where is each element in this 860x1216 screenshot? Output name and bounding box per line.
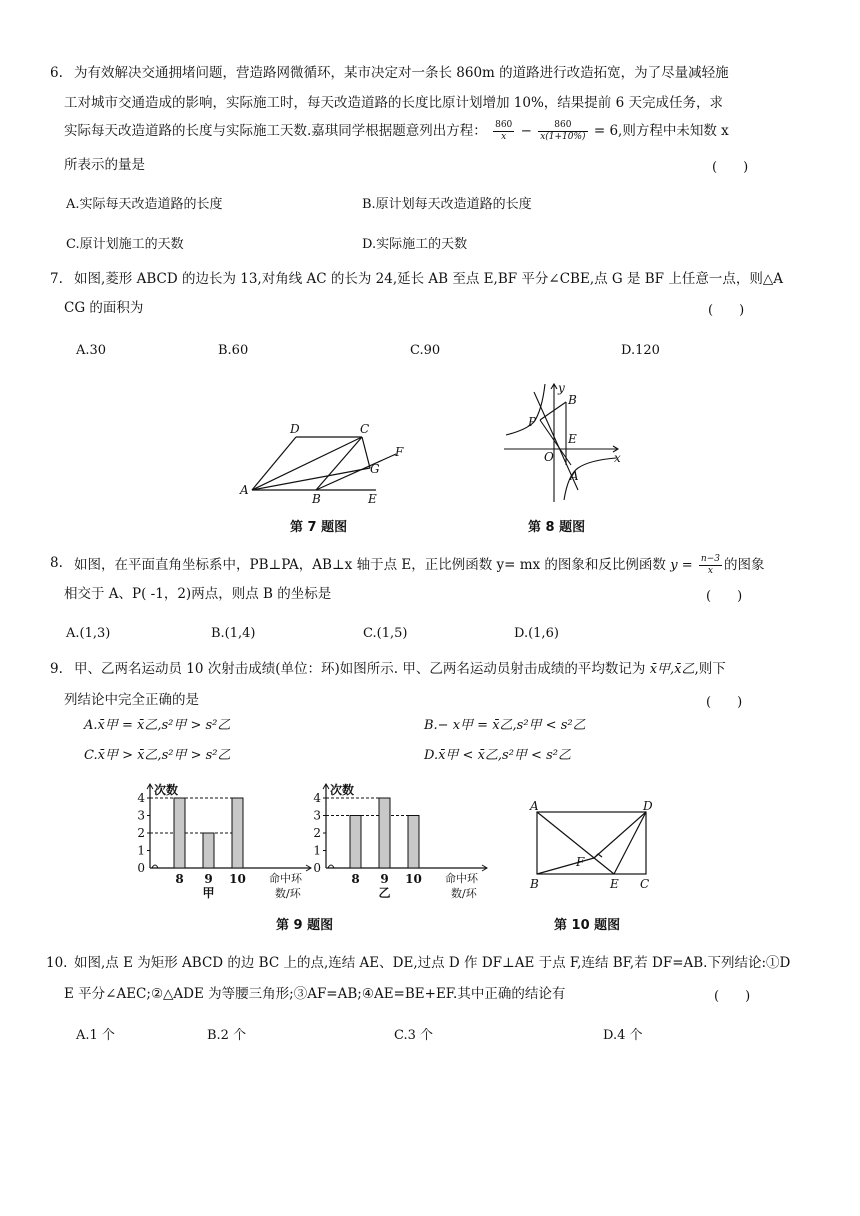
chart2-ylabel: 次数 xyxy=(330,783,355,797)
chart1-xlabel-line2: 数/环 xyxy=(275,887,301,900)
chart1-ytick-label-2: 2 xyxy=(137,826,145,840)
fig8-label-x: x xyxy=(614,451,621,465)
chart1-ytick-label-3: 3 xyxy=(137,808,145,823)
q6-minus: − xyxy=(520,123,532,139)
q6-line1: 为有效解决交通拥堵问题，营造路网微循环，某市决定对一条长 860m 的道路进行改造拓宽，为了尽量减轻施 xyxy=(74,65,729,81)
fig10-label-c: C xyxy=(640,877,650,891)
q6-answer-paren: ( ) xyxy=(712,160,749,175)
q6-eq-rest: = 6, xyxy=(593,123,623,139)
q9-option-a: A.x̄甲 = x̄乙,s²甲 > s²乙 xyxy=(84,718,231,733)
chart1-ytick-label-1: 1 xyxy=(137,843,145,858)
fig8-label-o: O xyxy=(544,450,554,464)
chart1-category-label-9: 9 xyxy=(204,872,213,886)
chart2-ytick-label-1: 1 xyxy=(313,843,321,858)
q8-option-b: B.(1,4) xyxy=(211,626,256,641)
q10-option-d: D.4 个 xyxy=(603,1028,643,1043)
q8-option-d: D.(1,6) xyxy=(514,626,559,641)
q7-option-b: B.60 xyxy=(218,343,249,358)
q6-option-d: D.实际施工的天数 xyxy=(362,237,468,252)
fig10-label-a: A xyxy=(530,799,539,813)
fig10-label-d: D xyxy=(643,799,653,813)
figure-8-caption: 第 8 题图 xyxy=(528,520,586,535)
chart2-ytick-label-4: 4 xyxy=(313,791,321,805)
chart-jia xyxy=(128,772,302,900)
q9-xbars: x̄甲,x̄乙 xyxy=(649,662,695,677)
q6-line3-post: 则方程中未知数 x xyxy=(622,123,729,139)
q6-number: 6. xyxy=(50,65,63,81)
fig8-label-p: P xyxy=(528,415,537,429)
chart2-caption: 乙 xyxy=(378,886,391,900)
q6-option-b: B.原计划每天改造道路的长度 xyxy=(362,197,532,212)
chart2-ytick-label-0: 0 xyxy=(313,861,321,875)
fig7-label-e: E xyxy=(368,492,377,506)
chart2-ytick-label-2: 2 xyxy=(313,826,321,840)
chart2-category-label-10: 10 xyxy=(405,872,422,886)
q10-line1: 如图,点 E 为矩形 ABCD 的边 BC 上的点,连结 AE、DE,过点 D 作 DF⊥AE 于点 F,连结 BF,若 DF=AB.下列结论:①D xyxy=(74,955,791,971)
q10-answer-paren: ( ) xyxy=(714,989,751,1004)
q8-y-equals: y = xyxy=(670,558,693,573)
figure-8-coordinate-plane xyxy=(498,380,628,505)
chart1-bar-10 xyxy=(232,798,243,868)
q9-line2: 列结论中完全正确的是 xyxy=(64,692,199,708)
q10-option-b: B.2 个 xyxy=(207,1028,247,1043)
q6-fraction-1 xyxy=(493,120,514,143)
q6-f2-den: x(1+10%) xyxy=(540,132,586,142)
q9-number: 9. xyxy=(50,661,63,677)
fig7-label-f: F xyxy=(395,445,404,459)
q6-fraction-2 xyxy=(538,120,587,143)
q6-option-c: C.原计划施工的天数 xyxy=(66,237,184,252)
chart2-xlabel-line2: 数/环 xyxy=(451,887,477,900)
chart2-bar-9 xyxy=(379,798,390,868)
chart1-ytick-label-0: 0 xyxy=(137,861,145,875)
q8-line1 xyxy=(74,554,764,577)
q7-option-a: A.30 xyxy=(76,343,107,358)
chart1-xlabel-line1: 命中环 xyxy=(269,872,302,885)
q7-number: 7. xyxy=(50,271,63,287)
q8-f-num: n−3 xyxy=(700,554,720,564)
chart2-category-label-8: 8 xyxy=(351,872,360,886)
chart-yi xyxy=(304,772,478,900)
q6-f1-num: 860 xyxy=(495,120,513,130)
fig8-label-e: E xyxy=(568,432,577,446)
fig7-label-b: B xyxy=(312,492,321,506)
q8-number: 8. xyxy=(50,555,63,571)
chart1-ytick-label-4: 4 xyxy=(137,791,145,805)
fig8-label-b: B xyxy=(568,393,577,407)
figure-9-caption: 第 9 题图 xyxy=(276,918,334,933)
q7-line1: 如图,菱形 ABCD 的边长为 13,对角线 AC 的长为 24,延长 AB 至点 E,BF 平分∠CBE,点 G 是 BF 上任意一点，则△A xyxy=(74,271,783,287)
chart1-caption: 甲 xyxy=(202,886,215,900)
chart2-bar-8 xyxy=(350,816,361,869)
q8-option-c: C.(1,5) xyxy=(363,626,408,641)
q6-f2-num: 860 xyxy=(538,120,587,132)
q10-option-a: A.1 个 xyxy=(76,1028,115,1043)
chart1-bar-9 xyxy=(203,833,214,868)
q7-answer-paren: ( ) xyxy=(708,303,745,318)
chart1-ylabel: 次数 xyxy=(154,783,179,797)
q8-option-a: A.(1,3) xyxy=(66,626,111,641)
fig10-label-f: F xyxy=(576,855,585,869)
figure-10-caption: 第 10 题图 xyxy=(554,918,621,933)
q9-option-b: B.− x甲 = x̄乙,s²甲 < s²乙 xyxy=(424,718,586,733)
chart1-category-label-10: 10 xyxy=(229,872,246,886)
q8-f-den: x xyxy=(707,566,713,576)
q9-answer-paren: ( ) xyxy=(706,695,743,710)
chart2-category-label-9: 9 xyxy=(380,872,389,886)
fig10-label-b: B xyxy=(530,877,539,891)
q9-line1-post: ,则下 xyxy=(694,661,726,677)
chart1-bar-8 xyxy=(174,798,185,868)
q8-answer-paren: ( ) xyxy=(706,589,743,604)
q8-line1-post: 的图象 xyxy=(723,557,765,573)
q10-option-c: C.3 个 xyxy=(394,1028,434,1043)
chart2-ytick-label-3: 3 xyxy=(313,808,321,823)
fig7-label-c: C xyxy=(360,422,370,436)
chart1-category-label-8: 8 xyxy=(175,872,184,886)
q7-line2: CG 的面积为 xyxy=(64,300,144,316)
q7-option-d: D.120 xyxy=(621,343,660,358)
q7-option-c: C.90 xyxy=(410,343,441,358)
fig7-label-g: G xyxy=(370,462,380,476)
fig10-label-e: E xyxy=(610,877,619,891)
q10-line2: E 平分∠AEC;②△ADE 为等腰三角形;③AF=AB;④AE=BE+EF.其中正确的结论有 xyxy=(64,986,566,1002)
fig8-label-y: y xyxy=(558,381,565,395)
q6-line3 xyxy=(64,120,729,143)
figure-7-rhombus xyxy=(230,418,420,510)
q8-line1-pre: 如图，在平面直角坐标系中，PB⊥PA，AB⊥x 轴于点 E，正比例函数 y= mx 的图象和反比例函数 xyxy=(74,557,666,573)
q8-fraction xyxy=(699,554,722,577)
q6-line2: 工对城市交通造成的影响，实际施工时，每天改造道路的长度比原计划增加 10%，结果提前 6 天完成任务，求 xyxy=(64,95,723,111)
q9-line1 xyxy=(74,660,726,679)
q10-number: 10. xyxy=(46,955,68,971)
fig7-label-d: D xyxy=(290,422,300,436)
q8-line2: 相交于 A、P( -1，2)两点，则点 B 的坐标是 xyxy=(64,586,332,602)
q9-option-d: D.x̄甲 < x̄乙,s²甲 < s²乙 xyxy=(424,748,571,763)
fig7-label-a: A xyxy=(240,483,249,497)
q6-f1-den: x xyxy=(501,132,507,142)
q6-line4: 所表示的量是 xyxy=(64,157,145,173)
q9-line1-pre: 甲、乙两名运动员 10 次射击成绩(单位：环)如图所示. 甲、乙两名运动员射击成绩的平均数记为 xyxy=(74,661,646,677)
chart2-xlabel-line1: 命中环 xyxy=(445,872,478,885)
chart2-bar-10 xyxy=(408,816,419,869)
fig8-label-a: A xyxy=(570,469,579,483)
q6-option-a: A.实际每天改造道路的长度 xyxy=(66,197,223,212)
figure-7-caption: 第 7 题图 xyxy=(290,520,348,535)
figure-10-rectangle xyxy=(526,796,666,906)
q9-option-c: C.x̄甲 > x̄乙,s²甲 > s²乙 xyxy=(84,748,231,763)
q6-line3-pre: 实际每天改造道路的长度与实际施工天数.嘉琪同学根据题意列出方程： xyxy=(64,123,487,139)
